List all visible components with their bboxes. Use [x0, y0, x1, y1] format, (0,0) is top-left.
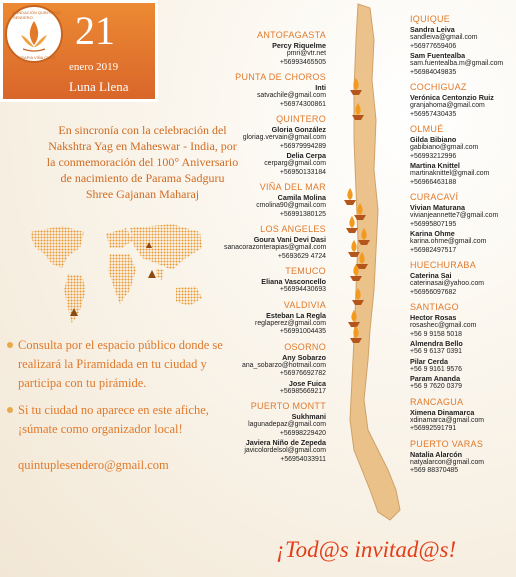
contact-phone: +56974300861 — [279, 100, 326, 108]
contact-phone: +569 88370485 — [410, 467, 459, 474]
contact-phone: +56 9 9161 9576 — [410, 365, 462, 373]
contact-email[interactable]: pmri@vtr.net — [286, 50, 326, 57]
contact-name: Sandra Leiva — [410, 25, 455, 34]
city-block — [410, 260, 516, 297]
contact-name: Delia Cerpa — [286, 151, 326, 160]
contact-email[interactable]: martinaknittel@gmail.com — [410, 170, 490, 177]
city-block — [410, 302, 516, 392]
footer-invite-text: ¡Tod@s invitad@s! — [276, 537, 457, 562]
organizer-paragraph — [18, 401, 246, 439]
city-name: OLMUÉ — [410, 124, 444, 134]
intro-line: de nacimiento de Parama Sadguru — [60, 171, 225, 185]
instructions-text: Consulta por el espacio público donde se realizará la Piramidada en tu ciudad y participa con tu pirámide. — [18, 338, 223, 390]
event-day: 21 — [75, 8, 115, 53]
city-name: QUINTERO — [276, 114, 326, 124]
contact-email[interactable]: sam.fuentealba.m@gmail.com — [410, 60, 504, 67]
organizer-text: Si tu ciudad no aparece en este afiche, ¡súmate como organizador local! — [18, 403, 209, 436]
foundation-logo — [5, 5, 63, 63]
contact-phone: +56977659406 — [410, 42, 457, 50]
city-name: VIÑA DEL MAR — [259, 182, 326, 192]
bullet-icon — [7, 407, 13, 413]
city-block — [224, 401, 326, 464]
contact-name: Inti — [315, 83, 326, 92]
contact-name: Camila Molina — [277, 193, 326, 202]
contact-phone: +56984049835 — [410, 68, 457, 76]
city-name: ANTOFAGASTA — [257, 30, 326, 40]
contact-email[interactable]: cmolina90@gmail.com — [256, 202, 326, 209]
contact-name: Param Ananda — [410, 374, 461, 383]
contact-phone: +56 9 7620 0379 — [410, 383, 462, 390]
contact-phone: +56991380125 — [279, 210, 326, 218]
contact-phone: +56976692782 — [279, 370, 326, 377]
contact-phone: +56993465505 — [279, 58, 326, 66]
contact-email[interactable]: natyalarcon@gmail.com — [410, 458, 485, 466]
contact-name: Vivian Maturana — [410, 203, 465, 212]
intro-line: Nakshtra Yag en Maheswar - India, por — [48, 139, 237, 153]
contact-email[interactable]: vivianjeannette7@gmail.com — [410, 212, 499, 219]
contact-name: Pilar Cerda — [410, 356, 448, 366]
city-name: TEMUCO — [285, 266, 326, 276]
city-block — [224, 72, 326, 109]
contact-email[interactable]: granjahoma@gmail.com — [410, 102, 485, 109]
contact-name: Javiera Niño de Zepeda — [245, 438, 326, 447]
city-block — [410, 124, 516, 187]
city-block — [410, 397, 516, 434]
city-block — [224, 266, 326, 295]
lotus-flame-icon — [7, 7, 61, 61]
contact-name: Percy Riquelme — [272, 41, 326, 50]
date-header-panel — [0, 0, 158, 102]
contact-name: Gloria González — [271, 125, 326, 134]
contact-name: Caterina Sai — [410, 271, 452, 280]
contact-name: Martina Knittel — [410, 161, 460, 170]
contacts-left-column — [224, 25, 326, 464]
contact-name: Gilda Bibiano — [410, 135, 457, 144]
contact-email-link[interactable]: quintuplesendero@gmail.com — [18, 458, 169, 472]
city-block — [410, 14, 516, 77]
contact-name: Hector Rosas — [410, 313, 457, 322]
city-name: OSORNO — [284, 341, 326, 352]
city-block — [224, 224, 326, 261]
world-map-illustration — [22, 218, 218, 330]
contact-email[interactable]: lagunadepaz@gmail.com — [248, 421, 326, 428]
contact-phone: +5693629 4724 — [277, 252, 326, 260]
contact-phone: +56950133184 — [279, 168, 326, 176]
contact-phone: +56 9 9158 5018 — [410, 330, 462, 338]
contact-name: Sukhmani — [291, 412, 326, 421]
logo-text-bottom: TERAPIA VIÑA CHILE — [16, 55, 57, 60]
contact-email[interactable]: sanacorazonterapias@gmail.com — [224, 244, 327, 251]
contact-phone: +56957430435 — [410, 110, 457, 118]
city-name: PUERTO VARAS — [410, 438, 484, 449]
contact-name: Sam Fuentealba — [410, 51, 466, 60]
city-block — [224, 30, 326, 67]
contact-name: Any Sobarzo — [282, 352, 326, 362]
contact-email[interactable]: xdinamarca@gmail.com — [410, 416, 485, 424]
city-block — [410, 439, 516, 476]
intro-line: la conmemoración del 100° Aniversario — [46, 155, 239, 169]
contact-phone: +56985669217 — [279, 387, 326, 395]
contact-email[interactable]: sandleiva@gmail.com — [410, 34, 478, 41]
contact-phone: +56991004435 — [279, 328, 326, 335]
contact-name: Natalia Alarcón — [410, 449, 463, 459]
contact-email[interactable]: caterinasai@yahoo.com — [410, 280, 485, 287]
contact-phone: +56993212996 — [410, 152, 457, 160]
city-name: SANTIAGO — [410, 302, 459, 312]
contact-email[interactable]: gabibiano@gmail.com — [410, 144, 479, 151]
contact-phone: +56956097682 — [410, 288, 457, 296]
contact-email[interactable]: javicolordelsol@gmail.com — [244, 447, 326, 454]
contact-phone: +56954033911 — [280, 455, 326, 463]
city-block — [224, 342, 326, 397]
contact-phone: +56994430693 — [279, 286, 326, 293]
contact-name: Eliana Vasconcello — [261, 277, 326, 286]
city-name: RANCAGUA — [410, 396, 464, 407]
intro-line: Shree Gajanan Maharaj — [85, 187, 200, 201]
contact-email[interactable]: cerparg@gmail.com — [264, 160, 326, 167]
city-name: VALDIVIA — [283, 299, 326, 310]
event-month-year: enero 2019 — [69, 61, 119, 73]
city-name: PUERTO MONTT — [250, 401, 326, 411]
city-block — [410, 192, 516, 255]
city-name: IQUIQUE — [410, 14, 451, 24]
contact-name: Goura Vani Devi Dasi — [253, 235, 326, 244]
city-name: HUECHURABA — [410, 260, 477, 270]
contact-name: Ximena Dinamarca — [410, 407, 475, 417]
contact-email[interactable]: rosashec@gmail.com — [410, 322, 477, 329]
contact-name: Karina Ohme — [410, 229, 455, 238]
city-block — [410, 82, 516, 119]
diya-flame-icon — [344, 188, 356, 205]
contact-name: Esteban La Regla — [266, 310, 326, 320]
city-name: LOS ANGELES — [260, 224, 326, 234]
city-block — [224, 114, 326, 177]
contacts-right-column — [410, 9, 516, 476]
contact-email[interactable]: reglaperez@gmail.com — [255, 319, 326, 327]
contact-email[interactable]: ana_sobarzo@hotmail.com — [242, 361, 326, 369]
contact-email[interactable]: karina.ohme@gmail.com — [410, 238, 487, 245]
city-name: PUNTA DE CHOROS — [235, 72, 326, 82]
pyramid-marker-icon — [148, 270, 156, 278]
contact-phone: +56998229420 — [279, 429, 326, 437]
contact-phone: +56995807195 — [410, 220, 457, 228]
city-block — [224, 300, 326, 337]
city-name: COCHIGUAZ — [410, 82, 467, 92]
city-block — [224, 182, 326, 219]
contact-name: Verónica Centonzio Ruiz — [410, 93, 494, 102]
contact-name: Jose Fuica — [288, 378, 326, 388]
contact-phone: +56 9 6137 0391 — [410, 348, 462, 355]
city-name: CURACAVÍ — [410, 192, 459, 202]
contact-phone: +56966463188 — [410, 178, 457, 186]
contact-phone: +56992591791 — [410, 425, 457, 432]
contact-phone: +56982497517 — [410, 246, 457, 254]
contact-name: Almendra Bello — [410, 339, 463, 348]
contact-email[interactable]: gloriag.vervain@gmail.com — [242, 134, 326, 141]
contact-email[interactable]: satvachile@gmail.com — [256, 92, 326, 99]
bullet-icon — [7, 342, 13, 348]
event-moon-phase: Luna Llena — [69, 79, 129, 94]
logo-text-top: FUNDACIÓN QUÍNTUPLE SENDERO — [13, 10, 61, 20]
contact-phone: +56979994289 — [279, 142, 326, 150]
intro-line: En sincronía con la celebración del — [58, 123, 227, 137]
instructions-paragraph — [18, 336, 246, 393]
